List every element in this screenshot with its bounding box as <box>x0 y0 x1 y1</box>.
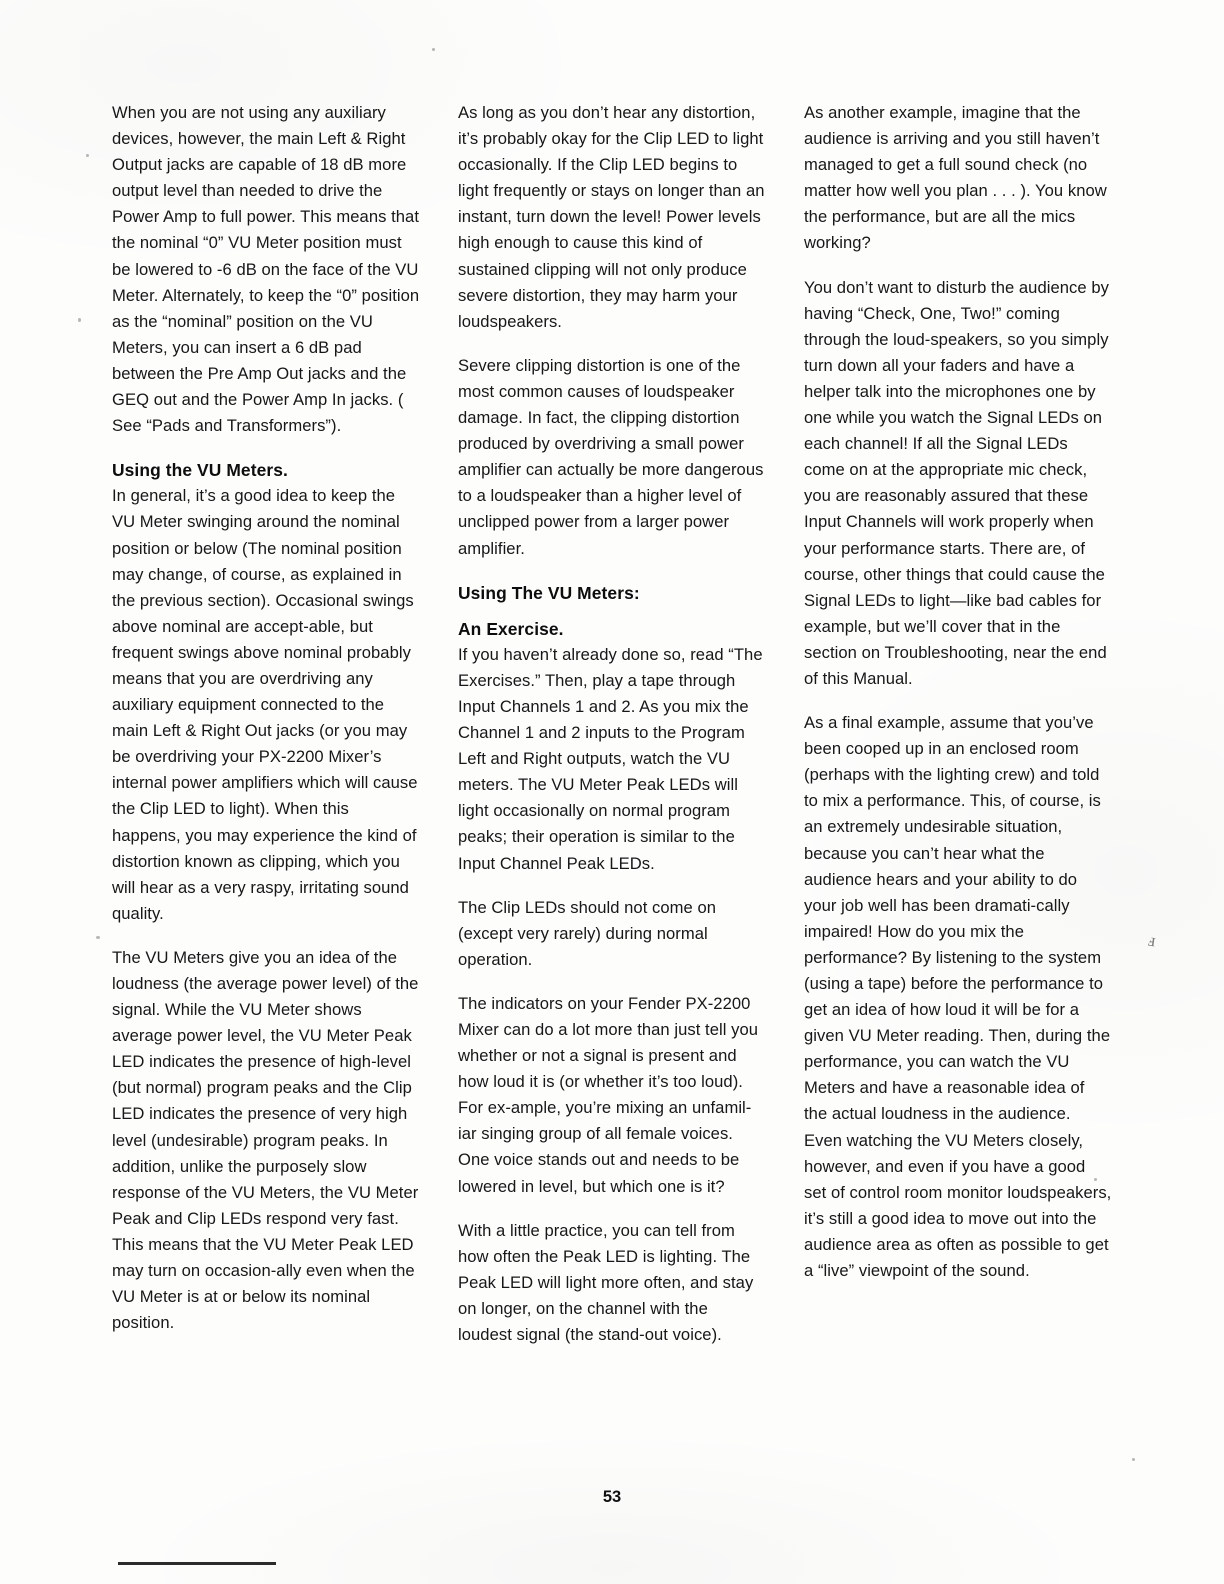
paragraph: The Clip LEDs should not come on (except very rarely) during normal operation. <box>458 897 717 969</box>
scan-speck <box>432 48 435 51</box>
paragraph: In general, it’s a good idea to keep the VU Meter swinging around the nominal position or below (The nominal position may change, of course, as explained in the previous section). Occasional swings above nominal are accept-able, but frequent swings above nominal probably means that you are overdriving any auxiliary equipment connected to the main Left & Right Out jacks (or you may be overdriving your PX-2200 Mixer’s internal power amplifiers which will cause the Clip LED to light). When this happens, you may experience the kind of distortion known as clipping, which you will hear as a very raspy, irritating sound quality. <box>112 486 418 923</box>
footer-rule <box>118 1562 276 1565</box>
scan-speck <box>78 318 81 322</box>
section-heading-line2: An Exercise. <box>458 618 564 639</box>
paragraph: The indicators on your Fender PX-2200 Mixer can do a lot more than just tell you whether or not a signal is present and how loud it is (or whether it’s too loud). For ex-ample, you’re mixing an unfamil-iar singing group of all female voices. One voice stands out and needs to be lowered in level, but which one is it? <box>458 993 759 1196</box>
text-columns <box>112 100 1112 1366</box>
paragraph: The VU Meters give you an idea of the loudness (the average power level) of the signal. While the VU Meter shows average power level, the VU Meter Peak LED indicates the presence of high-level (but normal) program peaks and the Clip LED indicates the presence of very high level (undesirable) program peaks. In addition, unlike the purposely slow response of the VU Meters, the VU Meter Peak and Clip LEDs respond very fast. This means that the VU Meter Peak LED may turn on occasion-ally even when the VU Meter is at or below its nominal position. <box>112 947 419 1333</box>
scan-speck <box>1094 1178 1097 1181</box>
column-3 <box>804 100 1112 1366</box>
column-2 <box>458 100 766 1366</box>
paragraph: As long as you don’t hear any distortion, it’s probably okay for the Clip LED to light occasionally. If the Clip LED begins to light frequently or stays on longer than an instant, turn down the level! Power levels high enough to cause this kind of sustained clipping will not only produce severe distortion, they may harm your loudspeakers. <box>458 103 765 331</box>
paragraph: As a final example, assume that you’ve been cooped up in an enclosed room (perhaps with the lighting crew) and told to mix a performance. This, of course, is an extremely undesirable situation, because you can’t hear what the audience hears and your ability to do your job well has been dramati-cally impaired! How do you mix the performance? By listening to the system (using a tape) before the performance to get an idea of how loud it will be for a given VU Meter reading. Then, during the performance, you can watch the VU Meters and have a reasonable idea of the actual loudness in the audience. Even watching the VU Meters closely, however, and even if you have a good set of control room monitor loudspeakers, it’s still a good idea to move out into the audience area as often as possible to get a “live” viewpoint of the sound. <box>804 713 1112 1281</box>
scan-artifact: ⅎ <box>1146 929 1157 951</box>
scan-speck <box>1132 1458 1135 1461</box>
scan-speck <box>86 154 89 157</box>
paragraph: As another example, imagine that the audience is arriving and you still haven’t managed to get a full sound check (no matter how well you plan . . . ). You know the performance, but are all the mics working? <box>804 103 1107 253</box>
scan-speck <box>96 936 100 939</box>
paragraph: With a little practice, you can tell from how often the Peak LED is lighting. The Peak LED will light more often, and stay on longer, on the channel with the loudest signal (the stand-out voice). <box>458 1220 754 1345</box>
page-number: 53 <box>602 1488 622 1506</box>
section-heading: Using the VU Meters. <box>112 460 288 481</box>
section-heading: Using The VU Meters: <box>458 582 640 603</box>
column-1 <box>112 100 420 1366</box>
paragraph: When you are not using any auxiliary devices, however, the main Left & Right Output jacks are capable of 18 dB more output level than needed to drive the Power Amp to full power. This means that the nominal “0” VU Meter position must be lowered to -6 dB on the face of the VU Meter. Alternately, to keep the “0” position as the “nominal” position on the VU Meters, you can insert a 6 dB pad between the Pre Amp Out jacks and the GEQ out and the Power Amp In jacks. ( See “Pads and Transformers”). <box>112 103 420 436</box>
paragraph: Severe clipping distortion is one of the most common causes of loudspeaker damage. In fact, the clipping distortion produced by overdriving a small power amplifier can actually be more dangerous to a loudspeaker than a higher level of unclipped power from a larger power amplifier. <box>458 355 764 558</box>
paragraph: If you haven’t already done so, read “The Exercises.” Then, play a tape through Input Channels 1 and 2. As you mix the Channel 1 and 2 inputs to the Program Left and Right outputs, watch the VU meters. The VU Meter Peak LEDs will light occasionally on normal program peaks; their operation is similar to the Input Channel Peak LEDs. <box>458 644 763 873</box>
paragraph: You don’t want to disturb the audience by having “Check, One, Two!” coming through the loud-speakers, so you simply turn down all your faders and have a helper talk into the microphones one by one while you watch the Signal LEDs on each channel! If all the Signal LEDs come on at the appropriate mic check, you are reasonably assured that these Input Channels will work properly when your performance starts. There are, of course, other things that could cause the Signal LEDs to light—like bad cables for example, but we’ll cover that in the section on Troubleshooting, near the end of this Manual. <box>804 277 1109 688</box>
